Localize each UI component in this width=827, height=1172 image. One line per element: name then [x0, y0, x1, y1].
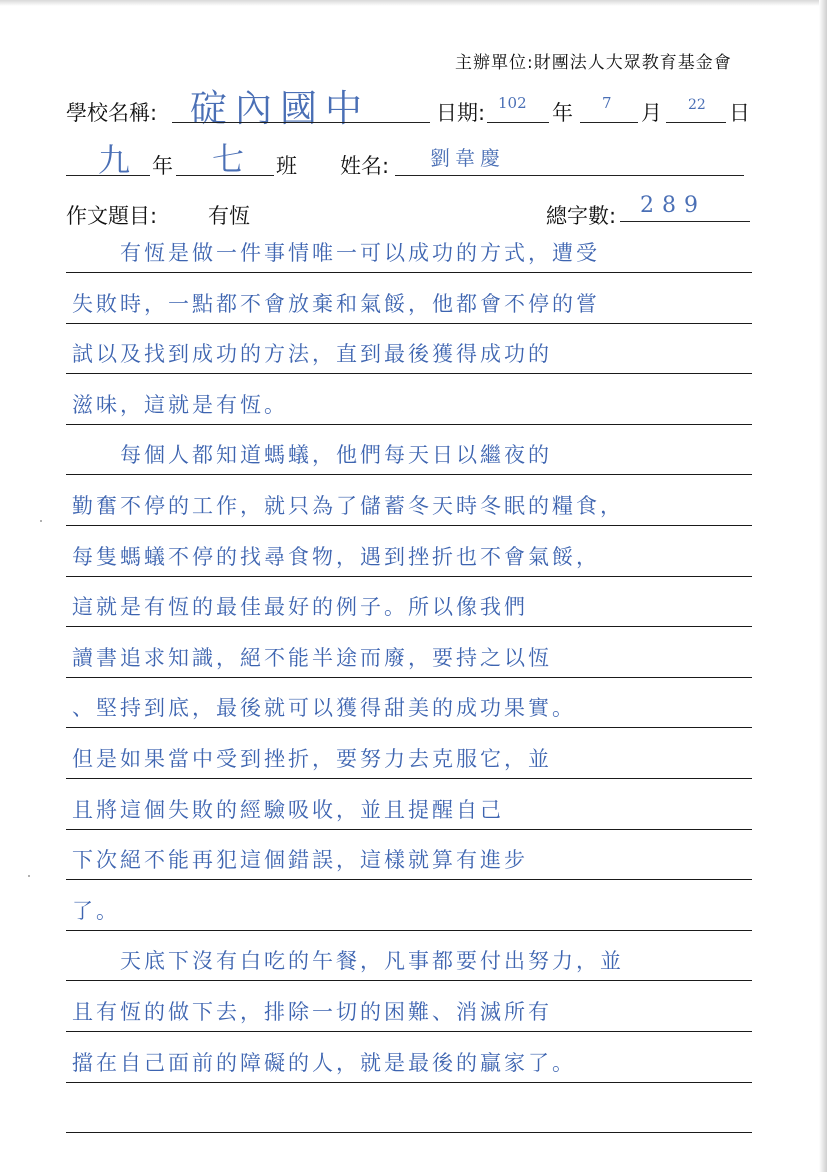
essay-line-text: 每隻螞蟻不停的找尋食物，遇到挫折也不會氣餒，: [72, 544, 600, 569]
essay-line-text: 有恆是做一件事情唯一可以成功的方式，遭受: [72, 241, 600, 265]
name-underline: [395, 175, 744, 176]
scan-speck: [28, 875, 30, 877]
grade-underline: [66, 175, 150, 176]
essay-line-text: 失敗時，一點都不會放棄和氣餒，他都會不停的嘗: [72, 291, 600, 316]
month-value: 7: [602, 94, 612, 112]
name-label: 姓名:: [340, 154, 390, 178]
name-value: 劉韋慶: [430, 146, 505, 170]
essay-line-text: 每個人都知道螞蟻，他們每天日以繼夜的: [72, 443, 552, 468]
essay-line-text: 這就是有恆的最佳最好的例子。所以像我們: [72, 595, 528, 620]
wordcount-value: 289: [640, 193, 706, 218]
day-value: 22: [688, 97, 706, 113]
essay-line-text: 試以及找到成功的方法，直到最後獲得成功的: [72, 342, 552, 367]
scan-edge-right: [819, 0, 827, 1172]
ruled-line: [66, 525, 752, 526]
essay-line-text: 下次絕不能再犯這個錯誤，這樣就算有進步: [72, 848, 528, 873]
ruled-line: [66, 626, 752, 627]
ruled-line: [66, 424, 752, 425]
topic-label: 作文題目:: [66, 204, 158, 228]
ruled-line: [66, 1031, 752, 1032]
ruled-line: [66, 829, 752, 830]
scan-speck: [40, 520, 42, 522]
date-label: 日期:: [436, 101, 486, 125]
wordcount-label: 總字數:: [546, 204, 617, 228]
school-value: 碇內國中: [190, 87, 370, 130]
essay-line-text: 勤奮不停的工作，就只為了儲蓄冬天時冬眠的糧食，: [72, 494, 624, 518]
grade-value: 九: [98, 141, 131, 179]
class-value: 七: [212, 140, 245, 178]
day-label: 日: [729, 101, 750, 125]
ruled-line: [66, 1082, 752, 1083]
day-underline: [666, 122, 726, 123]
ruled-line: [66, 272, 752, 273]
essay-line-text: 且有恆的做下去，排除一切的困難、消滅所有: [72, 1000, 552, 1024]
ruled-line: [66, 980, 752, 981]
organizer-text: 主辦單位:財團法人大眾教育基金會: [455, 53, 732, 73]
essay-line-text: 擋在自己面前的障礙的人，就是最後的贏家了。: [72, 1050, 576, 1075]
ruled-line: [66, 727, 752, 728]
class-label: 班: [276, 154, 297, 178]
essay-line-text: 但是如果當中受到挫折，要努力去克服它，並: [72, 747, 552, 771]
essay-line-text: 天底下沒有白吃的午餐，凡事都要付出努力，並: [72, 949, 624, 974]
ruled-line: [66, 778, 752, 779]
school-underline: [172, 122, 430, 123]
topic-value: 有恆: [208, 204, 250, 228]
wordcount-underline: [620, 221, 750, 222]
year-value: 102: [498, 94, 527, 112]
essay-line-text: 、堅持到底，最後就可以獲得甜美的成功果實。: [72, 696, 576, 721]
grade-label: 年: [152, 154, 173, 178]
ruled-line: [66, 576, 752, 577]
ruled-line: [66, 1132, 752, 1133]
essay-line-text: 了。: [72, 898, 120, 923]
year-label: 年: [552, 101, 573, 125]
month-underline: [580, 122, 638, 123]
ruled-line: [66, 930, 752, 931]
school-label: 學校名稱:: [66, 101, 158, 125]
year-underline: [487, 122, 549, 123]
ruled-line: [66, 474, 752, 475]
ruled-line: [66, 373, 752, 374]
essay-line-text: 且將這個失敗的經驗吸收，並且提醒自己: [72, 797, 504, 822]
ruled-line: [66, 677, 752, 678]
month-label: 月: [641, 101, 662, 125]
essay-line-text: 滋味，這就是有恆。: [72, 392, 288, 417]
essay-line-text: 讀書追求知識，絕不能半途而廢，要持之以恆: [72, 645, 552, 670]
ruled-line: [66, 323, 752, 324]
ruled-line: [66, 879, 752, 880]
scan-edge-top: [0, 0, 827, 6]
class-underline: [176, 175, 274, 176]
